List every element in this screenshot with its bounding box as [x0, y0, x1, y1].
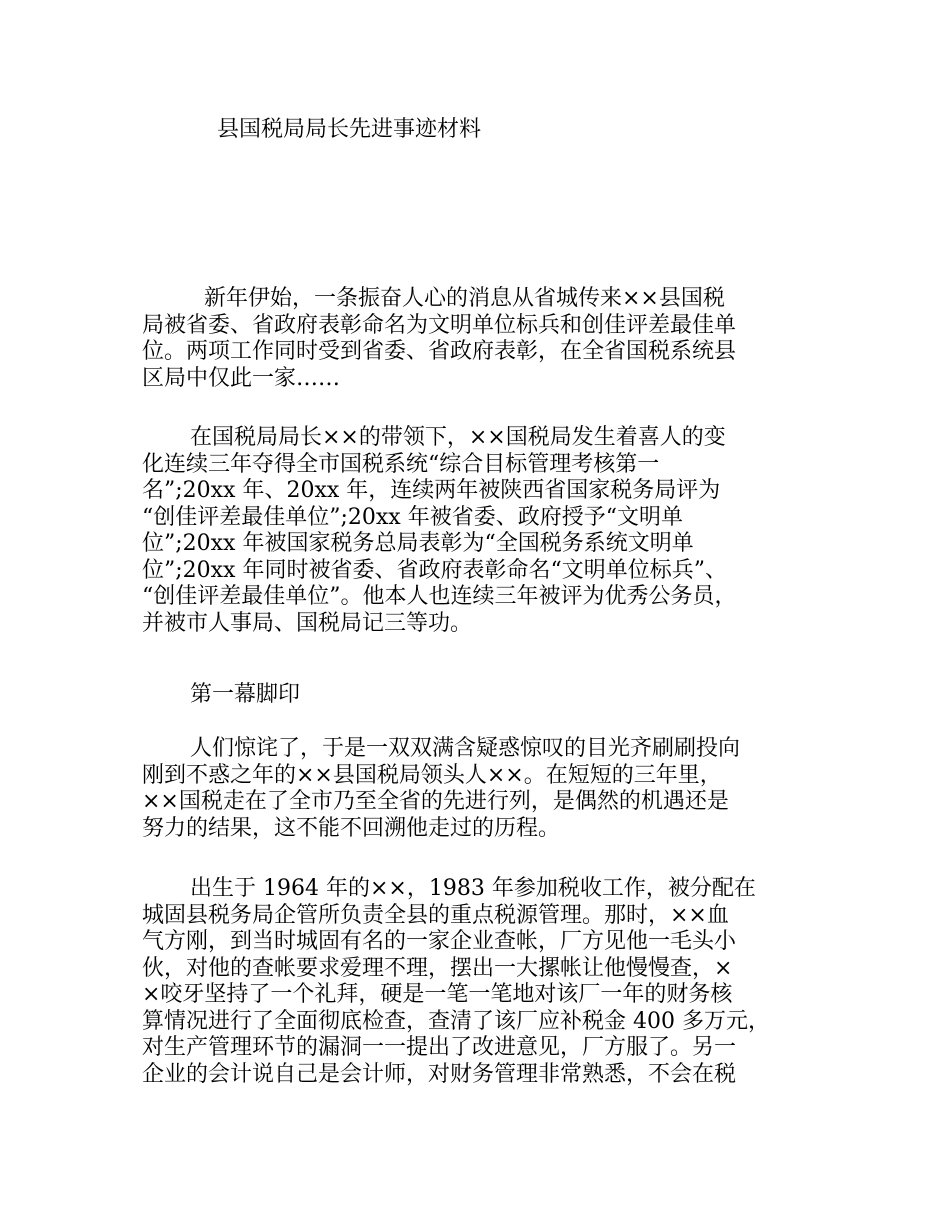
paragraph-2 — [142, 425, 832, 637]
paragraph-line: 对生产管理环节的漏洞一一提出了改进意见，厂方服了。另一 — [142, 1035, 737, 1060]
paragraph-line: 化连续三年夺得全市国税系统“综合目标管理考核第一 — [142, 451, 660, 477]
paragraph-line: 区局中仅此一家…… — [142, 365, 341, 391]
paragraph-1 — [142, 286, 832, 392]
paragraph-line: 并被市人事局、国税局记三等功。 — [142, 610, 473, 636]
paragraph-line: 刚到不惑之年的××县国税局领头人××。在短短的三年里， — [142, 762, 722, 788]
paragraph-line: 算情况进行了全面彻底检查，查清了该厂应补税金 400 多万元， — [142, 1008, 770, 1034]
paragraph-line: 企业的会计说自己是会计师，对财务管理非常熟悉，不会在税 — [142, 1061, 737, 1087]
paragraph-line: ×咬牙坚持了一个礼拜，硬是一笔一笔地对该厂一年的财务核 — [142, 982, 733, 1007]
paragraph-line: “创佳评差最佳单位”。他本人也连续三年被评为优秀公务员， — [142, 584, 737, 609]
paragraph-line: 名”;20xx 年、20xx 年，连续两年被陕西省国家税务局评为 — [142, 478, 721, 503]
paragraph-line: 伙，对他的查帐要求爱理不理，摆出一大摞帐让他慢慢查，× — [142, 955, 733, 981]
paragraph-line: 努力的结果，这不能不回溯他走过的历程。 — [142, 815, 561, 841]
paragraph-4 — [142, 736, 832, 842]
paragraph-line: 在国税局局长××的带领下，××国税局发生着喜人的变 — [190, 425, 726, 450]
paragraph-line: 位。两项工作同时受到省委、省政府表彰，在全省国税系统县 — [142, 339, 737, 364]
paragraph-line: 局被省委、省政府表彰命名为文明单位标兵和创佳评差最佳单 — [142, 312, 737, 338]
paragraph-line: 出生于 1964 年的××，1983 年参加税收工作，被分配在 — [190, 876, 756, 901]
paragraph-line: 位”;20xx 年被国家税务总局表彰为“全国税务系统文明单 — [142, 531, 694, 556]
paragraph-line: 新年伊始，一条振奋人心的消息从省城传来××县国税 — [204, 286, 725, 311]
paragraph-line: 人们惊诧了，于是一双双满含疑惑惊叹的目光齐刷刷投向 — [190, 736, 741, 761]
paragraph-line: ××国税走在了全市乃至全省的先进行列，是偶然的机遇还是 — [142, 789, 729, 814]
paragraph-line: 位”;20xx 年同时被省委、省政府表彰命名“文明单位标兵”、 — [142, 557, 727, 583]
section-heading — [142, 682, 832, 709]
paragraph-line: 气方刚，到当时城固有名的一家企业查帐，厂方见他一毛头小 — [142, 929, 737, 954]
paragraph-line: 城固县税务局企管所负责全县的重点税源管理。那时，××血 — [142, 902, 729, 928]
document-title: 县国税局局长先进事迹材料 — [217, 117, 482, 142]
section-heading-text: 第一幕脚印 — [190, 682, 301, 707]
paragraph-5 — [142, 876, 832, 1088]
paragraph-line: “创佳评差最佳单位”;20xx 年被省委、政府授予“文明单 — [142, 504, 683, 530]
